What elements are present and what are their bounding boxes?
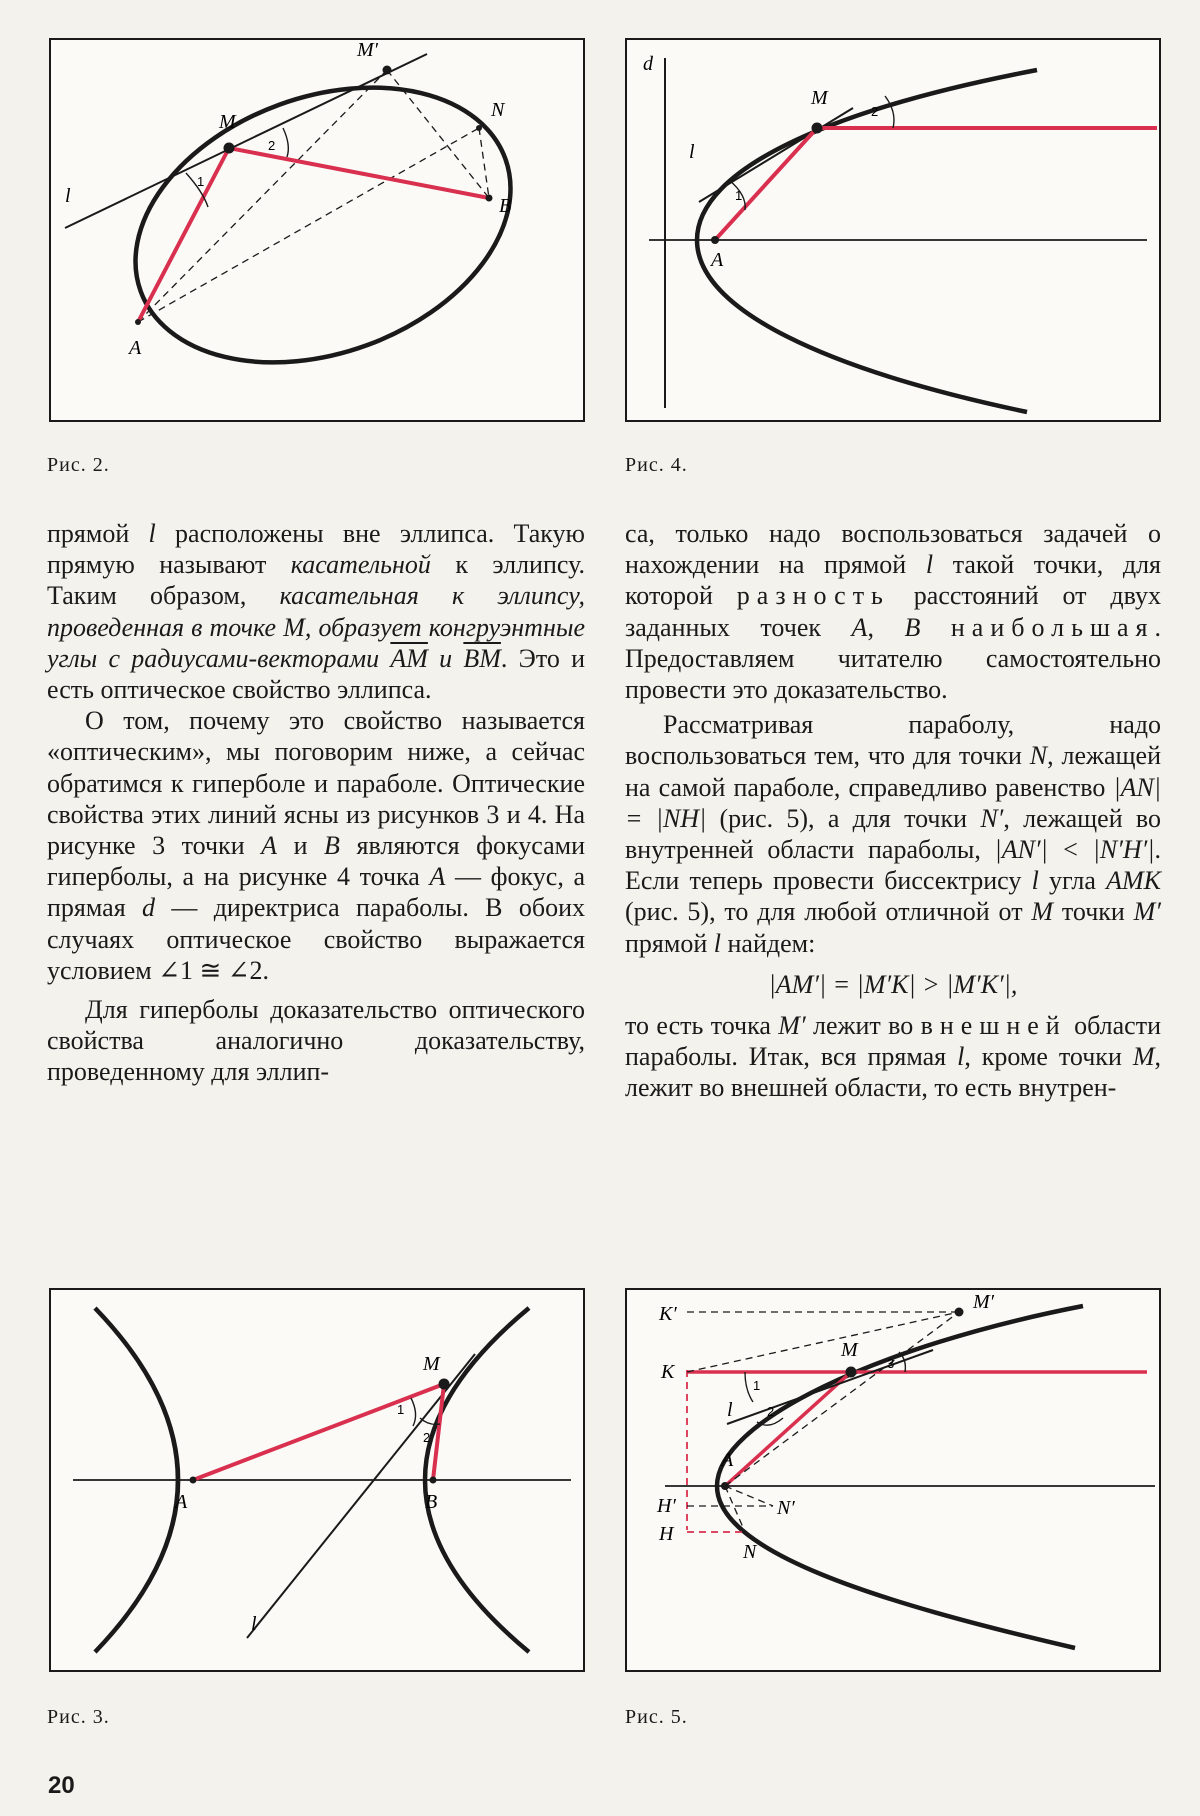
- label-A: A: [175, 1491, 188, 1513]
- point-B-dot: [486, 195, 493, 202]
- label-M-prime: M′: [973, 1291, 995, 1313]
- label-N-prime: N′: [777, 1497, 795, 1519]
- vector-BM: $\overline{BM}$: [463, 643, 501, 673]
- figure-4-parabola: [625, 38, 1161, 422]
- angle-2-label: 2: [767, 1404, 775, 1419]
- point-A-dot: [190, 1477, 197, 1484]
- figure-5-caption: Рис. 5.: [625, 1706, 688, 1728]
- label-l: l: [689, 141, 695, 163]
- angle-2-label: 2: [268, 138, 276, 153]
- point-M-dot: [439, 1379, 450, 1390]
- label-M: M: [219, 111, 236, 133]
- left-paragraph-1: прямой l расположены вне эллипса. Такую прямую называют касательной к эллипсу. Таким образом, касательная к эллипсу, проведенная в точке M, образует конгруэнтные углы с радиусами-векторами $\overline{AM}$ и $\overline{BM}$. Это и есть оптическое свойство эллипса.: [47, 519, 586, 705]
- figure-3-hyperbola: [49, 1288, 585, 1672]
- label-l: l: [251, 1613, 257, 1635]
- angle-2-label: 2: [423, 1430, 431, 1445]
- label-N: N: [743, 1541, 757, 1563]
- label-B: B: [425, 1491, 438, 1513]
- label-M: M: [841, 1339, 858, 1361]
- left-text-column: [47, 518, 585, 1088]
- figure-5-drawing: [627, 1290, 1163, 1674]
- label-A: A: [129, 337, 142, 359]
- label-K-prime: K′: [659, 1303, 677, 1325]
- figure-2-ellipse: [49, 38, 585, 422]
- label-M: M: [811, 87, 828, 109]
- figure-2-drawing: [51, 40, 587, 424]
- label-d: d: [643, 53, 653, 75]
- angle-1-arc: [745, 1372, 753, 1402]
- right-paragraph-1: са, только надо воспользоваться задачей о нахождении на прямой l такой точки, для которой разность расстояний от двух заданных точек A, B наибольшая. Предоставляем читателю самостоятельно провести это доказательство.: [625, 519, 1162, 705]
- ellipse-curve: [97, 40, 549, 412]
- label-N: N: [491, 99, 505, 121]
- point-M-dot: [812, 123, 823, 134]
- right-paragraph-2: Рассматривая параболу, надо воспользоваться тем, что для точки N, лежащей на самой параболе, справедливо равенство |AN| = |NH| (рис. 5), а для точки N′, лежащей во внутренней области параболы, |AN′| < |N′H′|. Если теперь провести биссектрису l угла AMK (рис. 5), то для любой отличной от M точки M′ прямой l найдем:: [625, 710, 1162, 958]
- label-A: A: [711, 249, 724, 271]
- angle-2-arc: [283, 128, 288, 157]
- tangent-line-l: [699, 108, 853, 202]
- point-Mprime-dot: [383, 66, 392, 75]
- label-K: K: [661, 1361, 675, 1383]
- left-paragraph-2: О том, почему это свойство называется «оптическим», мы поговорим ниже, а сейчас обратимся к гиперболе и параболе. Оптические свойства этих линий ясны из рисунков 3 и 4. На рисунке 3 точки A и B являются фокусами гиперболы, а на рисунке 4 точка A — фокус, а прямая d — директриса параболы. В обоих случаях оптическое свойство выражается условием ∠1 ≅ ∠2.: [47, 706, 585, 985]
- label-M-prime: M′: [357, 40, 379, 61]
- point-M-dot: [224, 143, 235, 154]
- parabola-curve: [717, 1306, 1083, 1648]
- label-l: l: [65, 185, 71, 207]
- dashed-Mprime-to-B: [387, 70, 489, 198]
- angle-3-label: 3: [887, 1356, 895, 1371]
- point-M-dot: [846, 1367, 857, 1378]
- point-A-dot: [711, 236, 719, 244]
- parabola-curve: [697, 70, 1037, 412]
- angle-1-label: 1: [753, 1378, 761, 1393]
- left-paragraph-3: Для гиперболы доказательство оптического свойства аналогично доказательству, проведенному для эллип-: [47, 995, 585, 1087]
- label-l: l: [727, 1399, 733, 1421]
- point-A-dot: [135, 319, 141, 325]
- angle-1-label: 1: [735, 188, 743, 203]
- right-text-column: [625, 518, 1161, 1104]
- figure-2-caption: Рис. 2.: [47, 454, 110, 476]
- red-segment-AM: [725, 1372, 851, 1486]
- figure-4-drawing: [627, 40, 1163, 424]
- angle-1-label: 1: [397, 1402, 405, 1417]
- figure-3-drawing: [51, 1290, 587, 1674]
- formula-line: |AM′| = |M′K| > |M′K′|,: [768, 969, 1018, 999]
- figure-4-caption: Рис. 4.: [625, 454, 688, 476]
- right-paragraph-3: то есть точка M′ лежит во внешней области параболы. Итак, вся прямая l, кроме точки M, лежит во внешней области, то есть внутрен-: [625, 1011, 1161, 1103]
- angle-2-label: 2: [871, 104, 879, 119]
- point-N-dot: [476, 125, 482, 131]
- label-A: A: [721, 1449, 734, 1471]
- point-A-dot: [721, 1482, 729, 1490]
- angle-1-arc: [411, 1398, 416, 1426]
- vector-AM: $\overline{AM}$: [390, 643, 428, 673]
- angle-condition: ∠1 ≅ ∠2.: [158, 955, 270, 985]
- figure-3-caption: Рис. 3.: [47, 1706, 110, 1728]
- angle-2-arc: [885, 96, 894, 128]
- red-segment-AM: [193, 1384, 444, 1480]
- tangent-line-l: [65, 54, 427, 228]
- point-Mprime-dot: [955, 1308, 964, 1317]
- point-B-dot: [430, 1477, 437, 1484]
- label-M: M: [423, 1353, 440, 1375]
- angle-1-label: 1: [197, 174, 205, 189]
- figure-5-parabola-proof: [625, 1288, 1161, 1672]
- label-H: H: [659, 1523, 674, 1545]
- dashed-A-to-Mprime: [138, 70, 387, 322]
- label-H-prime: H′: [657, 1495, 676, 1517]
- label-B: B: [499, 195, 512, 217]
- page-number: 20: [48, 1772, 75, 1799]
